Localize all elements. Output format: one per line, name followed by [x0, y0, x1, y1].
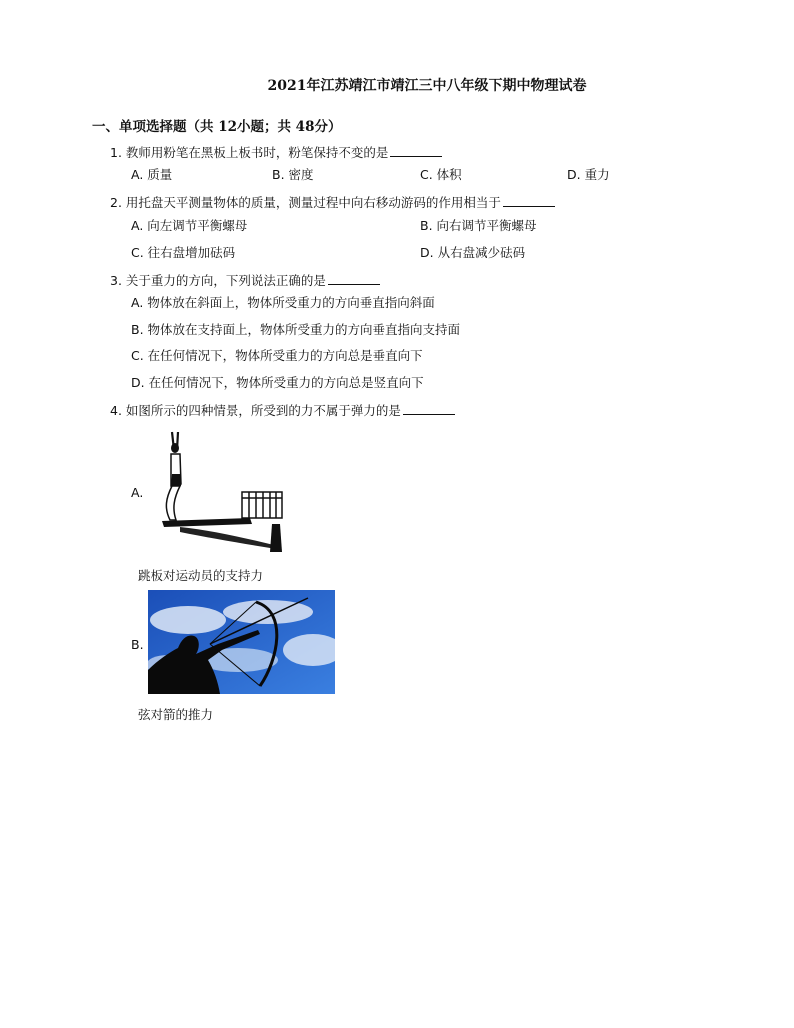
athlete-legs: [166, 486, 180, 520]
q4-option-b-caption: 弦对箭的推力: [138, 707, 214, 722]
q2-option-d: D. 从右盘减少砝码: [420, 245, 526, 260]
section-heading: 一、单项选择题（共 12小题；共 48分）: [92, 119, 342, 135]
q3-option-b: B. 物体放在支持面上，物体所受重力的方向垂直指向支持面: [131, 322, 461, 337]
q3-option-d: D. 在任何情况下，物体所受重力的方向总是竖直向下: [131, 375, 424, 390]
diving-board-image: [150, 428, 290, 553]
question-2-text: 2. 用托盘天平测量物体的质量，测量过程中向右移动游码的作用相当于: [110, 195, 501, 210]
question-1-stem: [110, 143, 442, 161]
q1-option-a: A. 质量: [131, 167, 173, 182]
exam-title: 2021年江苏靖江市靖江三中八年级下期中物理试卷: [267, 78, 587, 94]
q2-option-a: A. 向左调节平衡螺母: [131, 218, 248, 233]
q3-option-c: C. 在任何情况下，物体所受重力的方向总是垂直向下: [131, 348, 423, 363]
q2-option-c: C. 往右盘增加砝码: [131, 245, 236, 260]
question-1-text: 1. 教师用粉笔在黑板上板书时，粉笔保持不变的是: [110, 145, 389, 160]
q4-option-a-label: A.: [131, 485, 144, 500]
diving-board-illustration: [150, 428, 290, 553]
answer-blank: [503, 194, 555, 207]
athlete-head: [171, 443, 179, 453]
question-4-stem: [110, 401, 455, 419]
board-base: [180, 527, 282, 550]
question-2-stem: [110, 193, 555, 211]
q1-option-b: B. 密度: [272, 167, 314, 182]
q4-option-b-label: B.: [131, 637, 144, 652]
archer-image: [148, 590, 335, 694]
archer-illustration: [148, 590, 335, 694]
stand-leg: [270, 524, 282, 552]
answer-blank: [328, 272, 380, 285]
q1-option-d: D. 重力: [567, 167, 610, 182]
question-4-text: 4. 如图所示的四种情景，所受到的力不属于弹力的是: [110, 403, 401, 418]
q1-option-c: C. 体积: [420, 167, 462, 182]
q2-option-b: B. 向右调节平衡螺母: [420, 218, 537, 233]
q3-option-a: A. 物体放在斜面上，物体所受重力的方向垂直指向斜面: [131, 295, 435, 310]
athlete-suit: [171, 474, 181, 486]
answer-blank: [403, 402, 455, 415]
question-3-stem: [110, 271, 380, 289]
answer-blank: [390, 144, 442, 157]
q4-option-a-caption: 跳板对运动员的支持力: [138, 568, 264, 583]
question-3-text: 3. 关于重力的方向，下列说法正确的是: [110, 273, 326, 288]
